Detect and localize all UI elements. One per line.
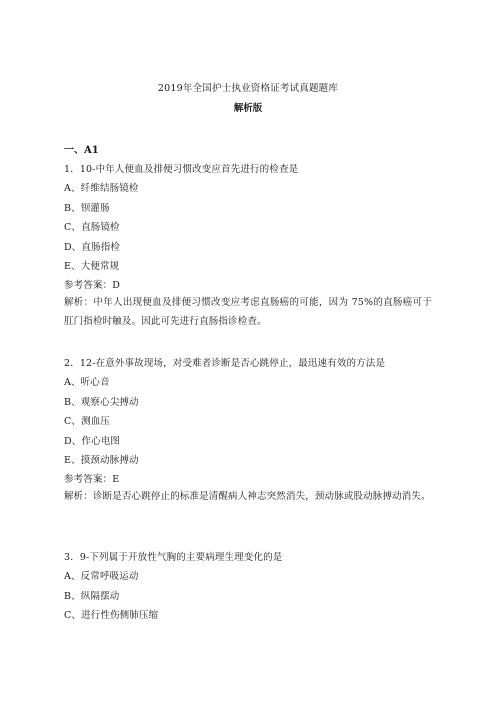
question-3-stem: 3．9-下列属于开放性气胸的主要病理生理变化的是 bbox=[64, 552, 283, 563]
question-2-option-c: C、测血压 bbox=[64, 416, 111, 427]
question-3-option-b: B、纵隔摆动 bbox=[64, 591, 120, 602]
question-2-option-e: E、摸颈动脉搏动 bbox=[64, 455, 139, 466]
question-1-option-b: B、钡灌肠 bbox=[64, 203, 110, 214]
question-2-answer: 参考答案：E bbox=[64, 474, 120, 485]
question-2-option-b: B、观察心尖搏动 bbox=[64, 397, 139, 408]
question-1-option-a: A、纤维结肠镜检 bbox=[64, 183, 139, 194]
section-heading: 一、A1 bbox=[64, 145, 99, 156]
question-1-analysis: 解析：中年人出现便血及排便习惯改变应考虑直肠癌的可能，因为 75%的直肠癌可于肛门指检时触及。因此可先进行直肠指诊检查。 bbox=[64, 297, 432, 327]
document-subtitle: 解析版 bbox=[233, 103, 263, 114]
question-1-option-e: E、大便常规 bbox=[64, 261, 120, 272]
question-1-option-c: C、直肠镜检 bbox=[64, 222, 120, 233]
question-2-stem: 2．12-在意外事故现场，对受难者诊断是否心跳停止，最迅速有效的方法是 bbox=[64, 358, 386, 369]
document-title: 2019年全国护士执业资格证考试真题题库 bbox=[157, 83, 339, 94]
question-1-stem: 1．10-中年人便血及排便习惯改变应首先进行的检查是 bbox=[64, 164, 299, 175]
question-2-option-d: D、作心电图 bbox=[64, 436, 121, 447]
question-3-option-a: A、反常呼吸运动 bbox=[64, 571, 139, 582]
question-1-option-d: D、直肠指检 bbox=[64, 242, 121, 253]
question-2-analysis: 解析：诊断是否心跳停止的标准是清醒病人神志突然消失，颈动脉或股动脉搏动消失。 bbox=[64, 491, 431, 502]
question-3-option-c: C、进行性伤侧肺压缩 bbox=[64, 610, 159, 621]
question-2-option-a: A、听心音 bbox=[64, 377, 110, 388]
question-1-answer: 参考答案：D bbox=[64, 280, 121, 291]
